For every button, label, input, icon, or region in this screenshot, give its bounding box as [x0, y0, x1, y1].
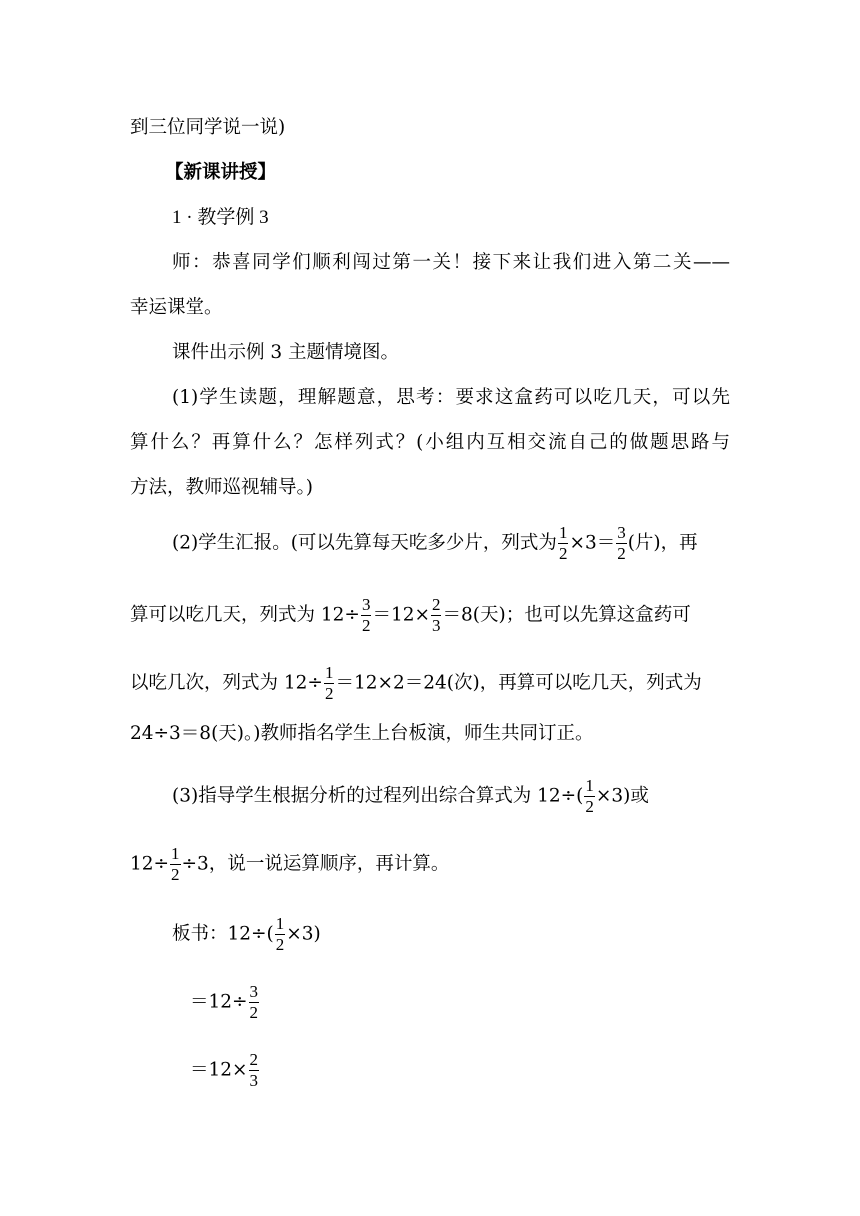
- fraction-one-half: $\frac{1}{2}$: [171, 844, 180, 884]
- paragraph-step1-line-3: 方法，教师巡视辅导。): [130, 477, 313, 498]
- blackboard-line-3: ＝12× $\frac{2}{3}$: [190, 1050, 259, 1090]
- paragraph-step3-line-2: 12÷ $\frac{1}{2}$ ÷3，说一说运算顺序，再计算。: [130, 844, 450, 884]
- fraction-two-thirds: $\frac{2}{3}$: [431, 595, 441, 635]
- fraction-one-half: $\frac{1}{2}$: [275, 914, 285, 954]
- fraction-two-thirds: $\frac{2}{3}$: [249, 1050, 259, 1090]
- fraction-one-half: $\frac{1}{2}$: [324, 663, 334, 703]
- fraction-three-halves: $\frac{3}{2}$: [617, 523, 626, 563]
- fraction-three-halves: $\frac{3}{2}$: [249, 982, 259, 1022]
- paragraph-step2-line-3: 以吃几次，列式为 12÷ $\frac{1}{2}$ ＝12×2＝24(次)，再算可以吃几天，列式为: [130, 663, 702, 703]
- blackboard-line-2: ＝12÷ $\frac{3}{2}$: [190, 982, 259, 1022]
- item-heading: 1 · 教学例 3: [172, 207, 269, 228]
- paragraph-step1-line-2: 算什么？再算什么？怎样列式？(小组内互相交流自己的做题思路与: [130, 432, 730, 453]
- text-line-continuation: 到三位同学说一说): [130, 117, 286, 138]
- paragraph-step3-line-1: (3)指导学生根据分析的过程列出综合算式为 12÷( $\frac{1}{2}$ ×3)或: [172, 776, 649, 816]
- blackboard-line-1: 板书：12÷( $\frac{1}{2}$ ×3): [172, 914, 321, 954]
- paragraph-courseware: 课件出示例 3 主题情境图。: [172, 342, 400, 363]
- fraction-one-half: $\frac{1}{2}$: [585, 776, 594, 816]
- fraction-one-half: $\frac{1}{2}$: [558, 523, 568, 563]
- paragraph-teacher-line-1: 师：恭喜同学们顺利闯过第一关！接下来让我们进入第二关——: [172, 252, 730, 273]
- paragraph-step2-line-4: 24÷3＝8(天)。)教师指名学生上台板演，师生共同订正。: [130, 723, 594, 744]
- fraction-three-halves: $\frac{3}{2}$: [361, 595, 371, 635]
- paragraph-teacher-line-2: 幸运课堂。: [130, 297, 223, 318]
- paragraph-step2-line-1: (2)学生汇报。(可以先算每天吃多少片，列式为 $\frac{1}{2}$ ×3＝ $\frac{3}{2}$ (片)，再: [172, 523, 698, 563]
- paragraph-step1-line-1: (1)学生读题，理解题意，思考：要求这盒药可以吃几天，可以先: [172, 387, 730, 408]
- paragraph-step2-line-2: 算可以吃几天，列式为 12÷ $\frac{3}{2}$ ＝12× $\frac{2}{3}$ ＝8(天)；也可以先算这盒药可: [130, 595, 691, 635]
- section-heading: 【新课讲授】: [165, 162, 277, 183]
